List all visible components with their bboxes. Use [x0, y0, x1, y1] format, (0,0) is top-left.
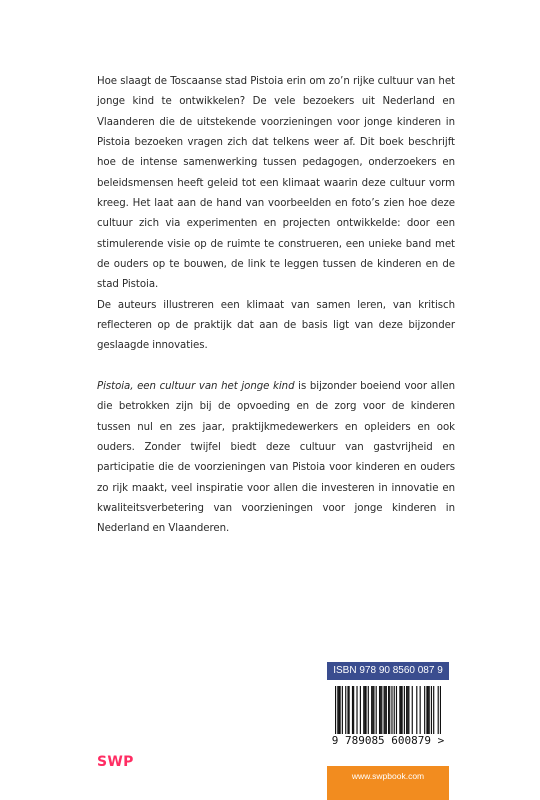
book-title-italic: Pistoia, een cultuur van het jonge kind — [97, 380, 295, 392]
isbn-barcode-block — [327, 662, 449, 800]
publisher-website: www.swpbook.com — [327, 766, 449, 800]
back-cover-blurb — [97, 72, 455, 540]
isbn-label: ISBN 978 90 8560 087 9 — [327, 662, 449, 680]
barcode-digits: 9 789085 600879 > — [327, 734, 449, 747]
blurb-paragraph-3 — [97, 377, 455, 540]
blurb-paragraph-2: De auteurs illustreren een klimaat van samen leren, van kritisch reflecteren op de praktijk dat aan de basis ligt van deze bijzonder geslaagde innovaties. — [97, 299, 455, 352]
blurb-paragraph-3-text: is bijzonder boeiend voor allen die betrokken zijn bij de opvoeding en de zorg voor de kinderen tussen nul en zes jaar, praktijkmedewerkers en opleiders en ook ouders. Zonder twijfel biedt deze cultuur van gastvrijheid en participatie die de voorzieningen van Pistoia voor kinderen en ouders zo rijk maakt, veel inspiratie voor allen die investeren in innovatie en kwaliteitsverbetering van voorzieningen voor jonge kinderen in Nederland en Vlaanderen. — [97, 380, 455, 535]
publisher-logo: SWP — [97, 754, 134, 770]
blurb-paragraph-1: Hoe slaagt de Toscaanse stad Pistoia erin om zo’n rijke cultuur van het jonge kind te ontwikkelen? De vele bezoekers uit Nederland en Vlaanderen die de uitstekende voorzieningen voor jonge kinderen in Pistoia bezoeken vragen zich dat telkens weer af. Dit boek beschrijft hoe de intense samenwerking tussen pedagogen, onderzoekers en beleidsmensen heeft geleid tot een klimaat waarin deze cultuur vorm kreeg. Het laat aan de hand van voorbeelden en foto’s zien hoe deze cultuur zich via experimenten en projecten ontwikkelde: door een stimulerende visie op de ruimte te construeren, een unieke band met de ouders op te bouwen, de link te leggen tussen de kinderen en de stad Pistoia. — [97, 76, 455, 291]
